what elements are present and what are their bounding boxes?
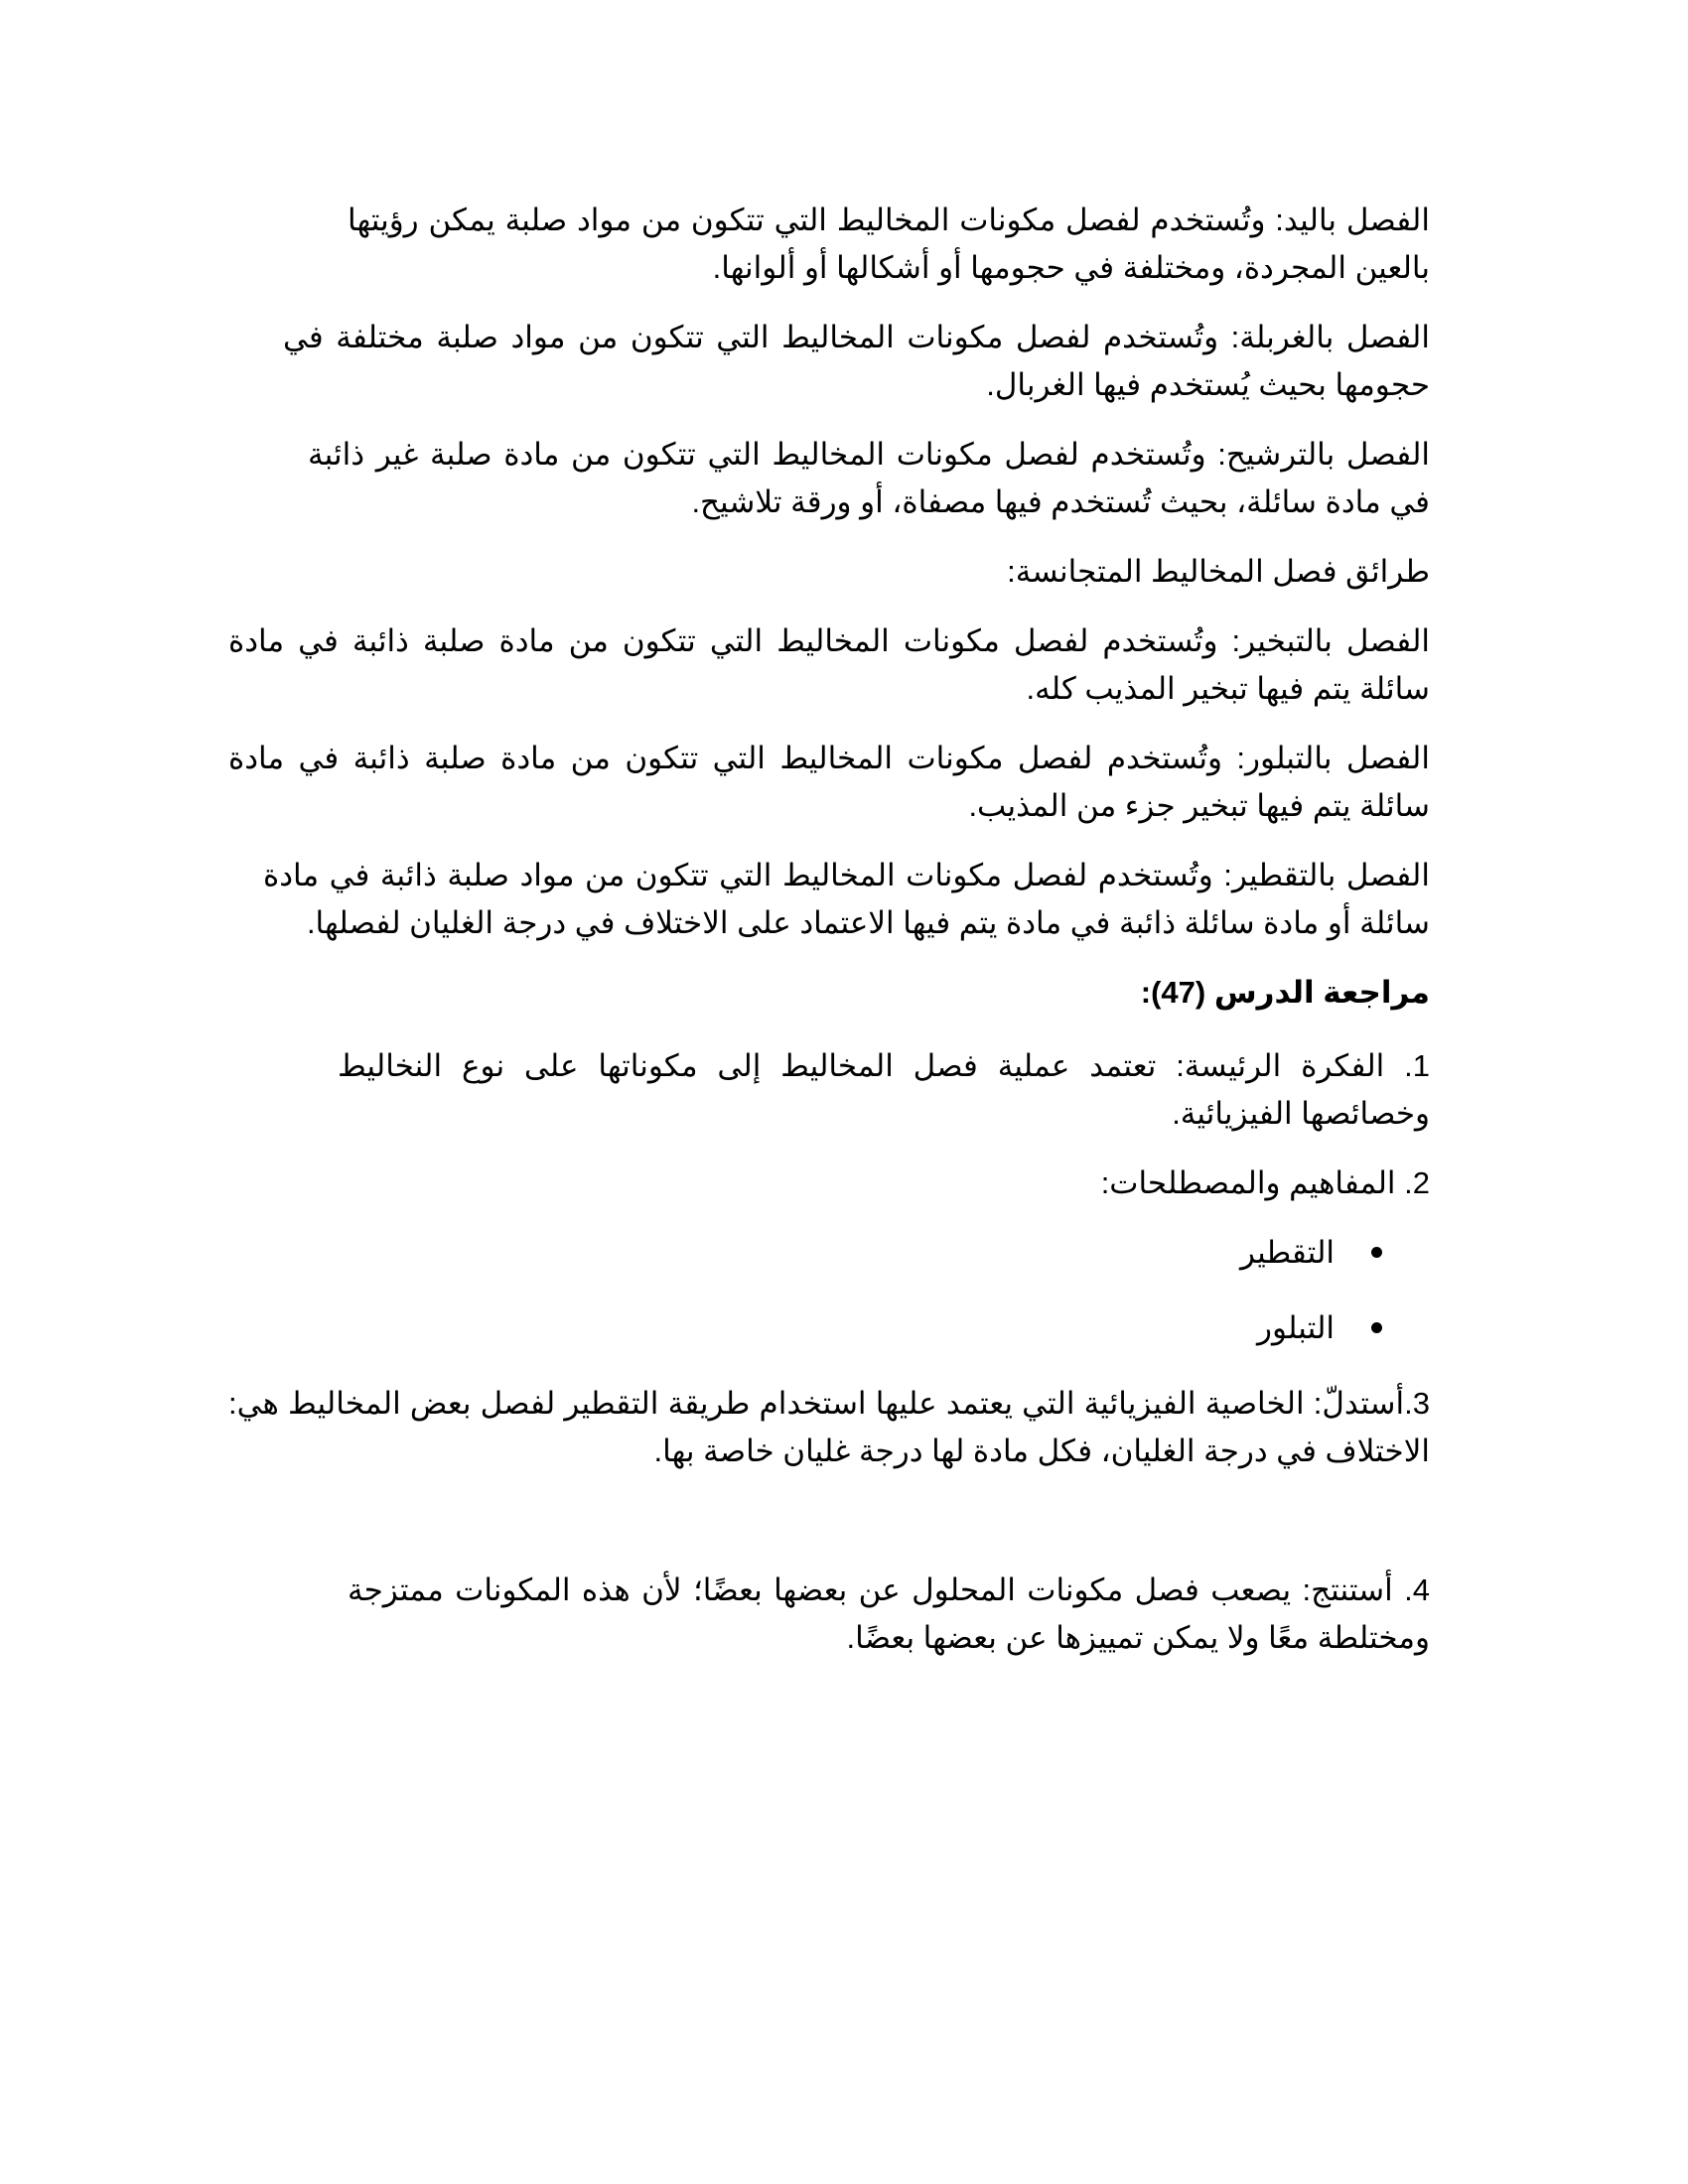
list-item — [228, 1229, 1382, 1277]
terms-list — [228, 1229, 1430, 1352]
paragraph-hand-separation: الفصل باليد: وتُستخدم لفصل مكونات المخاليط التي تتكون من مواد صلبة يمكن رؤيتها بالعين المجردة، ومختلفة في حجومها أو أشكالها أو ألوانها. — [348, 203, 1430, 285]
term-crystallization: التبلور — [1256, 1310, 1335, 1345]
list-item — [228, 1304, 1382, 1352]
review-heading: مراجعة الدرس (47): — [1140, 975, 1430, 1010]
blank-space — [228, 1497, 1430, 1567]
paragraph-crystallization: الفصل بالتبلور: وتُستخدم لفصل مكونات المخاليط التي تتكون من مادة صلبة ذائبة في مادة سائلة يتم فيها تبخير جزء من المذيب. — [228, 741, 1430, 823]
bullet-icon — [1371, 1247, 1382, 1258]
section-heading-homogeneous: طرائق فصل المخاليط المتجانسة: — [1007, 554, 1430, 589]
review-question-3: 3.أستدلّ: الخاصية الفيزيائية التي يعتمد عليها استخدام طريقة التقطير لفصل بعض المخاليط هي: الاختلاف في درجة الغليان، فكل مادة لها درجة غليان خاصة بها. — [228, 1386, 1430, 1468]
term-distillation: التقطير — [1240, 1235, 1335, 1270]
review-question-4: 4. أستنتج: يصعب فصل مكونات المحلول عن بعضها بعضًا؛ لأن هذه المكونات ممتزجة ومختلطة معًا ولا يمكن تمييزها عن بعضها بعضًا. — [348, 1572, 1430, 1655]
review-question-1: 1. الفكرة الرئيسة: تعتمد عملية فصل المخاليط إلى مكوناتها على نوع النخاليط وخصائصها الفيزيائية. — [338, 1048, 1430, 1131]
paragraph-filtration: الفصل بالترشيح: وتُستخدم لفصل مكونات المخاليط التي تتكون من مادة صلبة غير ذائبة في مادة سائلة، بحيث تُستخدم فيها مصفاة، أو ورقة تلاشيح. — [308, 437, 1430, 519]
document-page — [228, 197, 1430, 1684]
paragraph-sieving: الفصل بالغربلة: وتُستخدم لفصل مكونات المخاليط التي تتكون من مواد صلبة مختلفة في حجومها بحيث يُستخدم فيها الغربال. — [283, 320, 1430, 402]
paragraph-evaporation: الفصل بالتبخير: وتُستخدم لفصل مكونات المخاليط التي تتكون من مادة صلبة ذائبة في مادة سائلة يتم فيها تبخير المذيب كله. — [228, 623, 1430, 706]
bullet-icon — [1371, 1322, 1382, 1333]
paragraph-distillation: الفصل بالتقطير: وتُستخدم لفصل مكونات المخاليط التي تتكون من مواد صلبة ذائبة في مادة سائلة أو مادة سائلة ذائبة في مادة يتم فيها الاعتماد على الاختلاف في درجة الغليان لفصلها. — [263, 858, 1430, 940]
review-question-2: 2. المفاهيم والمصطلحات: — [1100, 1165, 1430, 1200]
